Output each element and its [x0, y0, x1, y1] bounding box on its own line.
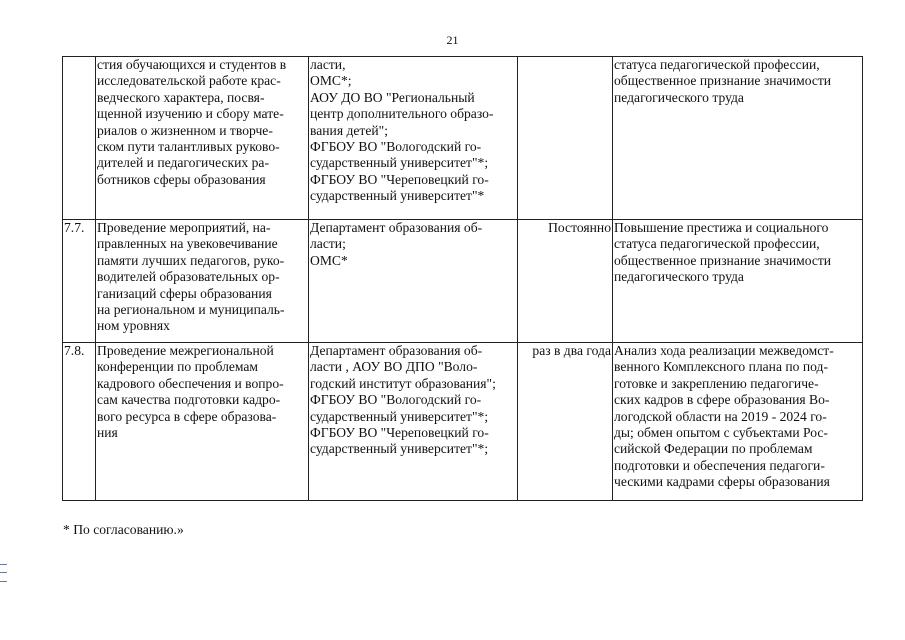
cell-text-line: педагогического труда	[614, 89, 744, 105]
cell-text-line: на региональном и муниципаль-	[97, 301, 285, 317]
executors-cell	[309, 220, 518, 343]
cell-text-line: логодской области на 2019 - 2024 го-	[614, 408, 827, 424]
deadline-cell	[518, 57, 613, 220]
cell-text-line: статуса педагогической профессии,	[614, 57, 820, 72]
cell-text-line: статуса педагогической профессии,	[614, 236, 820, 252]
cell-text-line: риалов о жизненном и творче-	[97, 122, 273, 138]
cell-text-line: Проведение межрегиональной	[97, 343, 274, 358]
cell-text-line: вания детей";	[310, 122, 388, 138]
cell-text-line: конференции по проблемам	[97, 359, 259, 375]
page-number: 21	[446, 33, 459, 47]
cell-text-line: готовке и закреплению педагогиче-	[614, 375, 819, 391]
cell-text-line: ласти;	[310, 236, 346, 252]
cell-text-line: ласти,	[310, 57, 346, 72]
cell-text-line: ОМС*	[310, 252, 348, 268]
cell-text-line: щенной изучению и сбору мате-	[97, 106, 284, 122]
cell-text-line: ния	[97, 424, 118, 440]
cell-text-line: ном уровнях	[97, 318, 170, 334]
cell-text-line: дителей и педагогических ра-	[97, 155, 269, 171]
cell-text-line: Департамент образования об-	[310, 220, 483, 235]
cell-text-line: общественное признание значимости	[614, 73, 832, 89]
cell-text-line: ганизаций сферы образования	[97, 285, 272, 301]
result-cell	[613, 343, 863, 501]
cell-text-line: ды; обмен опытом с субъектами Рос-	[614, 424, 828, 440]
table-row	[63, 57, 863, 220]
plan-table	[62, 56, 863, 501]
item-number: 7.7.	[64, 220, 85, 235]
cell-text-line: АОУ ДО ВО "Региональный	[310, 89, 475, 105]
deadline-cell	[518, 343, 613, 501]
cell-text-line: кадрового обеспечения и вопро-	[97, 375, 284, 391]
deadline-text: Постоянно	[548, 220, 611, 235]
cell-text-line: педагогического труда	[614, 269, 744, 285]
cell-text-line: Анализ хода реализации межведомст-	[614, 343, 834, 358]
cell-text-line: ФГБОУ ВО "Череповецкий го-	[310, 171, 489, 187]
cell-text-line: вого ресурса в сфере образова-	[97, 408, 277, 424]
margin-scan-mark	[0, 564, 7, 582]
executors-cell	[309, 57, 518, 220]
cell-text-line: сударственный университет"*	[310, 188, 485, 204]
cell-text-line: центр дополнительного образо-	[310, 106, 494, 122]
cell-text-line: памяти лучших педагогов, руко-	[97, 252, 285, 268]
cell-text-line: ботников сферы образования	[97, 171, 266, 187]
cell-text-line: ведческого характера, посвя-	[97, 89, 265, 105]
cell-text-line: водителей образовательных ор-	[97, 269, 280, 285]
item-number-cell	[63, 57, 96, 220]
cell-text-line: сийской Федерации по проблемам	[614, 441, 813, 457]
cell-text-line: исследовательской работе крас-	[97, 73, 281, 89]
cell-text-line: годский институт образования";	[310, 375, 496, 391]
cell-text-line: сударственный университет"*;	[310, 155, 489, 171]
table-row	[63, 343, 863, 501]
cell-text-line: сударственный университет"*;	[310, 408, 489, 424]
result-cell	[613, 57, 863, 220]
action-cell	[96, 57, 309, 220]
cell-text-line: сударственный университет"*;	[310, 441, 489, 457]
cell-text-line: Департамент образования об-	[310, 343, 483, 358]
cell-text-line: стия обучающихся и студентов в	[97, 57, 287, 72]
cell-text-line: подготовки и обеспечения педагоги-	[614, 457, 825, 473]
item-number-cell	[63, 343, 96, 501]
action-cell	[96, 220, 309, 343]
item-number: 7.8.	[64, 343, 85, 358]
deadline-text: раз в два года	[532, 343, 611, 358]
cell-text-line: сам качества подготовки кадро-	[97, 392, 281, 408]
cell-text-line: ском пути талантливых руково-	[97, 138, 280, 154]
footnote: * По согласованию.»	[63, 522, 184, 537]
table-row	[63, 220, 863, 343]
deadline-cell	[518, 220, 613, 343]
cell-text-line: Повышение престижа и социального	[614, 220, 829, 235]
item-number-cell	[63, 220, 96, 343]
cell-text-line: ФГБОУ ВО "Череповецкий го-	[310, 424, 489, 440]
executors-cell	[309, 343, 518, 501]
cell-text-line: Проведение мероприятий, на-	[97, 220, 271, 235]
cell-text-line: ФГБОУ ВО "Вологодский го-	[310, 138, 482, 154]
result-cell	[613, 220, 863, 343]
cell-text-line: ОМС*;	[310, 73, 352, 89]
cell-text-line: правленных на увековечивание	[97, 236, 278, 252]
cell-text-line: общественное признание значимости	[614, 252, 832, 268]
cell-text-line: ских кадров в сфере образования Во-	[614, 392, 830, 408]
cell-text-line: ФГБОУ ВО "Вологодский го-	[310, 392, 482, 408]
cell-text-line: ческими кадрами сферы образования	[614, 474, 830, 490]
action-cell	[96, 343, 309, 501]
cell-text-line: ласти , АОУ ВО ДПО "Воло-	[310, 359, 478, 375]
cell-text-line: венного Комплексного плана по под-	[614, 359, 828, 375]
